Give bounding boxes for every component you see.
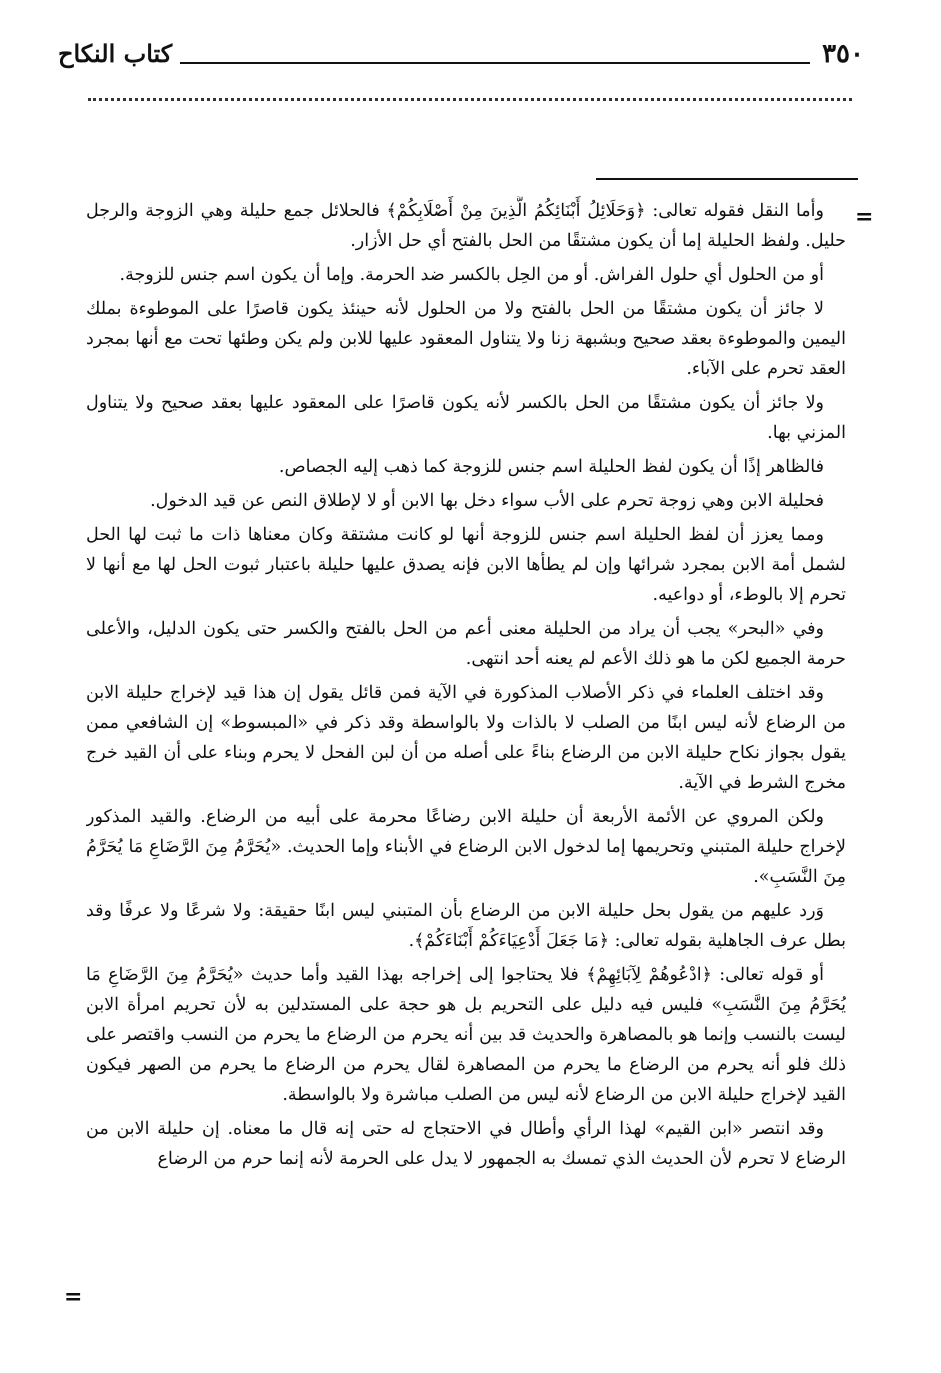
paragraph: وقد انتصر «ابن القيم» لهذا الرأي وأطال في الاحتجاج له حتى إنه قال ما معناه. إن حليلة الابن من الرضاع لا تحرم لأن الحديث الذي تمسك به الجمهور لا يدل على الحرمة لأنه إنما حرم من الرضاع: [86, 1119, 846, 1169]
paragraph: ومما يعزز أن لفظ الحليلة اسم جنس للزوجة أنها لو كانت مشتقة وكان معناها ذات ما ثبت لها الحل لشمل أمة الابن بمجرد شرائها وإن لم يطأها الابن فإنه يصدق عليها حليلة باعتبار ثبوت الحل لها مع أنها لا تحرم إلا بالوطء، أو دواعيه.: [86, 525, 846, 605]
paragraph: وأما النقل فقوله تعالى: ﴿وَحَلَائِلُ أَبْنَائِكُمُ الَّذِينَ مِنْ أَصْلَابِكُمْ﴾ فالحلائل جمع حليلة وهي الزوجة والرجل حليل. ولفظ الحليلة إما أن يكون مشتقًا من الحل بالفتح أي حل الأزار.: [86, 201, 846, 251]
paragraph: ولكن المروي عن الأئمة الأربعة أن حليلة الابن رضاعًا محرمة على أبيه من الرضاع. والقيد المذكور لإخراج حليلة المتبني وتحريمها إما لدخول الابن الرضاع في الأبناء وإما الحديث. «يُحَرَّمُ مِنَ الرَّضَاعِ مَا يُحَرَّمُ مِنَ النَّسَبِ».: [86, 807, 846, 887]
book-title: كتاب النكاح: [58, 39, 173, 68]
paragraph: أو من الحلول أي حلول الفراش. أو من الحِل بالكسر ضد الحرمة. وإما أن يكون اسم جنس للزوجة.: [119, 265, 824, 285]
paragraph: وَرد عليهم من يقول بحل حليلة الابن من الرضاع بأن المتبني ليس ابنًا حقيقة: ولا شرعًا ولا عرفًا وقد بطل عرف الجاهلية بقوله تعالى: ﴿مَا جَعَلَ أَدْعِيَاءَكُمْ أَبْنَاءَكُمْ﴾.: [86, 901, 846, 951]
paragraph: فحليلة الابن وهي زوجة تحرم على الأب سواء دخل بها الابن أو لا لإطلاق النص عن قيد الدخول.: [150, 491, 824, 511]
continuation-mark-bottom: =: [64, 1284, 83, 1310]
footnote-rule: [596, 178, 858, 180]
dotted-separator: [88, 98, 852, 101]
page-header: [58, 34, 864, 74]
footnote-text: [86, 196, 846, 1326]
paragraph: أو قوله تعالى: ﴿ادْعُوهُمْ لِآبَائِهِمْ﴾ فلا يحتاجوا إلى إخراجه بهذا القيد وأما حديث «يُحَرَّمُ مِنَ الرَّضَاعِ مَا يُحَرَّمُ مِنَ النَّسَبِ» فليس فيه دليل على التحريم بل هو حجة على المستدلين به لأن تحريم امرأة الابن ليست بالنسب وإنما هو بالمصاهرة والحديث قد بين أنه يحرم من الرضاع ما يحرم من النسب واقتصر على ذلك فلو أنه يحرم من الرضاع ما يحرم من المصاهرة لقال يحرم من الرضاع ما يحرم من الصهر فيكون القيد لإخراج حليلة الابن من الرضاع لأنه ليس من الصلب مباشرة ولا بالواسطة.: [86, 965, 846, 1105]
paragraph: وفي «البحر» يجب أن يراد من الحليلة معنى أعم من الحل بالفتح والكسر حتى يكون الدليل، والأعلى حرمة الجميع لكن ما هو ذلك الأعم لم يعنه أحد انتهى.: [86, 619, 846, 669]
paragraph: وقد اختلف العلماء في ذكر الأصلاب المذكورة في الآية فمن قائل يقول إن هذا قيد لإخراج حليلة الابن من الرضاع لأنه ليس ابنًا من الصلب لا بالذات ولا بالواسطة وقد ذكر في «المبسوط» إن الشافعي ممن يقول بجواز نكاح حليلة الابن من الرضاع بناءً على أصله من أن لبن الفحل لا يحرم وبناء على أن القيد خرج مخرج الشرط في الآية.: [86, 683, 846, 793]
header-rule: [180, 62, 810, 64]
paragraph: ولا جائز أن يكون مشتقًا من الحل بالكسر لأنه يكون قاصرًا على المعقود عليها بعقد صحيح ولا يتناول المزني بها.: [86, 393, 846, 443]
page-number: ٣٥٠: [822, 39, 864, 69]
paragraph: لا جائز أن يكون مشتقًا من الحل بالفتح ولا من الحلول لأنه حينئذ يكون قاصرًا على الموطوءة بملك اليمين والموطوءة بعقد صحيح وبشبهة زنا ولا يتناول المعقود عليها للابن ولم يكن وطئها تحت مع أنها بمجرد العقد تحرم على الآباء.: [86, 299, 846, 379]
continuation-mark-top: =: [855, 204, 874, 230]
paragraph: فالظاهر إذًا أن يكون لفظ الحليلة اسم جنس للزوجة كما ذهب إليه الجصاص.: [278, 457, 824, 477]
